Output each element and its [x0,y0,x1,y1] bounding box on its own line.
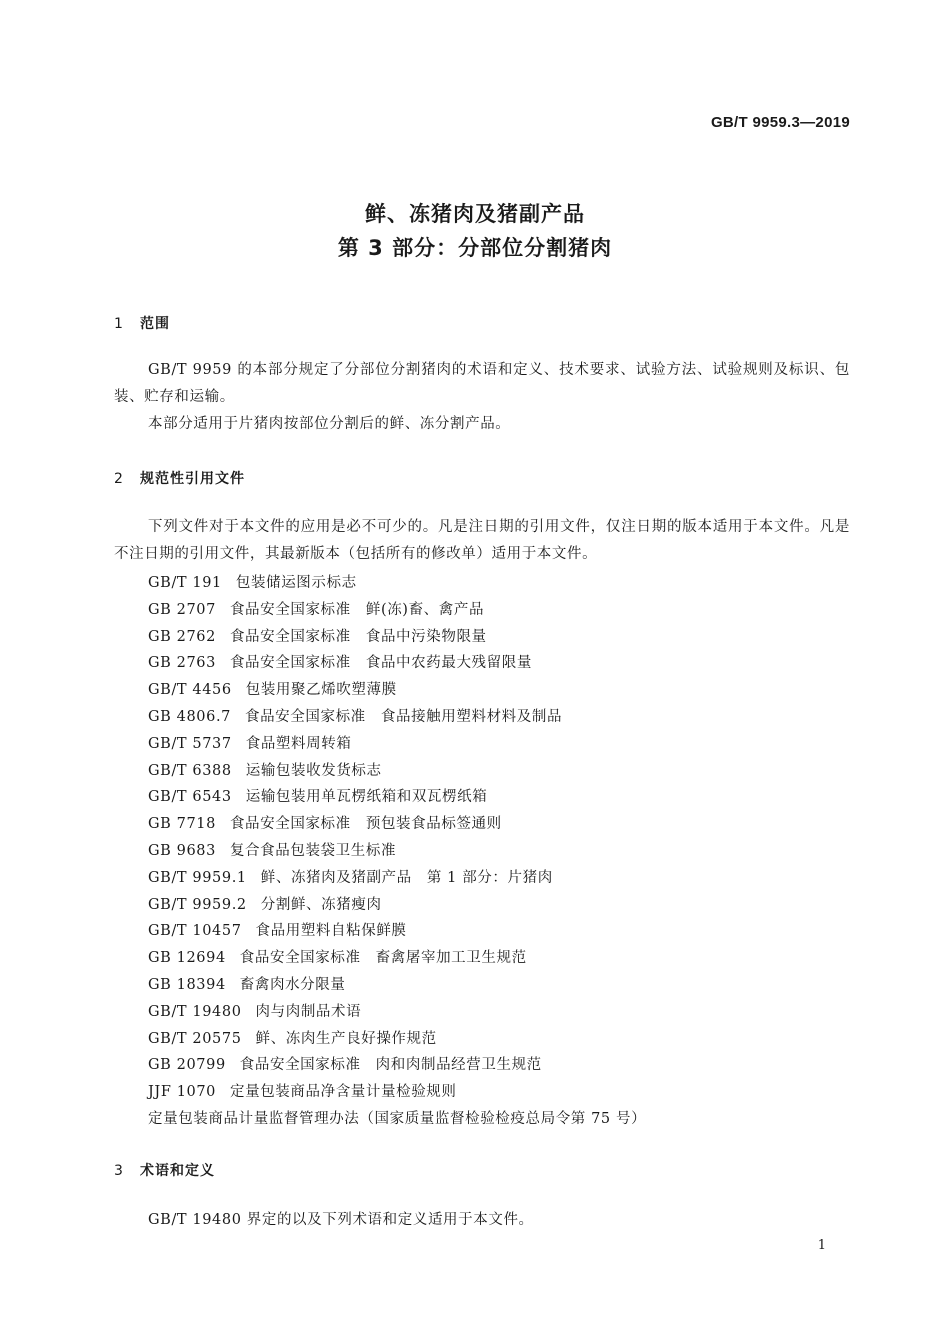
reference-item [148,570,646,597]
reference-item [148,838,646,865]
reference-item [148,1052,646,1079]
reference-title: 食品安全国家标准 食品中农药最大残留限量 [229,655,532,672]
reference-item [148,677,646,704]
reference-title: 畜禽肉水分限量 [239,976,346,993]
section-number: 1 [114,316,124,332]
reference-code: GB 20799 [148,1057,226,1074]
reference-title: 运输包装收发货标志 [245,762,382,779]
reference-item [148,784,646,811]
reference-code: JJF 1070 [148,1084,216,1101]
document-title-line2: 第 3 部分：分部位分割猪肉 [337,236,613,260]
reference-code: GB 4806.7 [148,708,231,725]
reference-code: GB/T 9959.2 [148,896,247,913]
reference-title: 食品塑料周转箱 [245,735,352,752]
reference-code: GB 18394 [148,976,226,993]
reference-item [148,597,646,624]
reference-title: 食品安全国家标准 食品中污染物限量 [229,628,487,645]
reference-title: 定量包装商品计量监督管理办法（国家质量监督检验检疫总局令第 75 号） [148,1110,647,1127]
reference-title: 食品安全国家标准 畜禽屠宰加工卫生规范 [239,950,527,967]
reference-item [148,624,646,651]
reference-code: GB/T 6388 [148,762,232,779]
standard-number: GB/T 9959.3—2019 [710,114,850,131]
reference-item [148,945,646,972]
reference-item [148,1106,646,1133]
section-number: 3 [114,1163,124,1179]
reference-title: 肉与肉制品术语 [255,1003,362,1020]
reference-code: GB/T 191 [148,575,222,591]
reference-code: GB/T 4456 [148,682,232,699]
page-number: 1 [817,1238,826,1253]
section-3-heading [114,1160,215,1180]
reference-code: GB 2762 [148,628,216,645]
reference-item [148,650,646,677]
section-1-heading [114,313,170,333]
reference-title: 食品安全国家标准 鲜(冻)畜、禽产品 [229,601,485,618]
reference-item [148,1026,646,1053]
paragraph: 下列文件对于本文件的应用是必不可少的。凡是注日期的引用文件，仅注日期的版本适用于本文件。凡是不注日期的引用文件，其最新版本（包括所有的修改单）适用于本文件。 [114,519,850,562]
document-title-line1: 鲜、冻猪肉及猪副产品 [365,202,585,226]
reference-title: 鲜、冻猪肉及猪副产品 第 1 部分：片猪肉 [260,869,553,886]
reference-title: 食品安全国家标准 预包装食品标签通则 [229,816,502,833]
reference-title: 复合食品包装袋卫生标准 [229,842,397,859]
reference-title: 定量包装商品净含量计量检验规则 [230,1084,457,1101]
section-title: 术语和定义 [140,1163,215,1179]
reference-item [148,892,646,919]
section-2-heading [114,468,245,488]
reference-item [148,918,646,945]
reference-title: 包装储运图示标志 [235,575,357,591]
reference-title: 食品安全国家标准 食品接触用塑料材料及制品 [244,708,563,725]
reference-code: GB 2707 [148,601,216,618]
reference-title: 鲜、冻肉生产良好操作规范 [255,1030,437,1047]
reference-code: GB 7718 [148,816,216,833]
section-2-intro [114,514,850,568]
normative-references-list [148,570,646,1133]
reference-title: 分割鲜、冻猪瘦肉 [260,896,382,913]
reference-item [148,972,646,999]
reference-code: GB/T 19480 [148,1003,242,1020]
paragraph: 本部分适用于片猪肉按部位分割后的鲜、冻分割产品。 [148,416,511,432]
reference-item [148,704,646,731]
reference-code: GB/T 5737 [148,735,232,752]
paragraph: GB/T 9959 的本部分规定了分部位分割猪肉的术语和定义、技术要求、试验方法、试验规则及标识、包装、贮存和运输。 [114,362,850,405]
reference-code: GB 2763 [148,655,216,672]
reference-item [148,1079,646,1106]
reference-code: GB 9683 [148,842,216,859]
reference-title: 食品用塑料自粘保鲜膜 [255,923,407,940]
reference-title: 运输包装用单瓦楞纸箱和双瓦楞纸箱 [245,789,488,806]
reference-code: GB/T 20575 [148,1030,242,1047]
section-1-body [114,357,850,438]
reference-title: 包装用聚乙烯吹塑薄膜 [245,682,397,699]
reference-code: GB/T 10457 [148,923,242,940]
reference-item [148,999,646,1026]
reference-item [148,758,646,785]
reference-title: 食品安全国家标准 肉和肉制品经营卫生规范 [239,1057,542,1074]
section-title: 范围 [140,316,170,332]
section-number: 2 [114,471,124,487]
reference-code: GB/T 9959.1 [148,869,247,886]
reference-item [148,865,646,892]
paragraph: GB/T 19480 界定的以及下列术语和定义适用于本文件。 [148,1212,534,1228]
reference-item [148,731,646,758]
section-title: 规范性引用文件 [140,471,245,487]
reference-item [148,811,646,838]
section-3-body [114,1207,850,1234]
reference-code: GB/T 6543 [148,789,232,806]
reference-code: GB 12694 [148,950,226,967]
